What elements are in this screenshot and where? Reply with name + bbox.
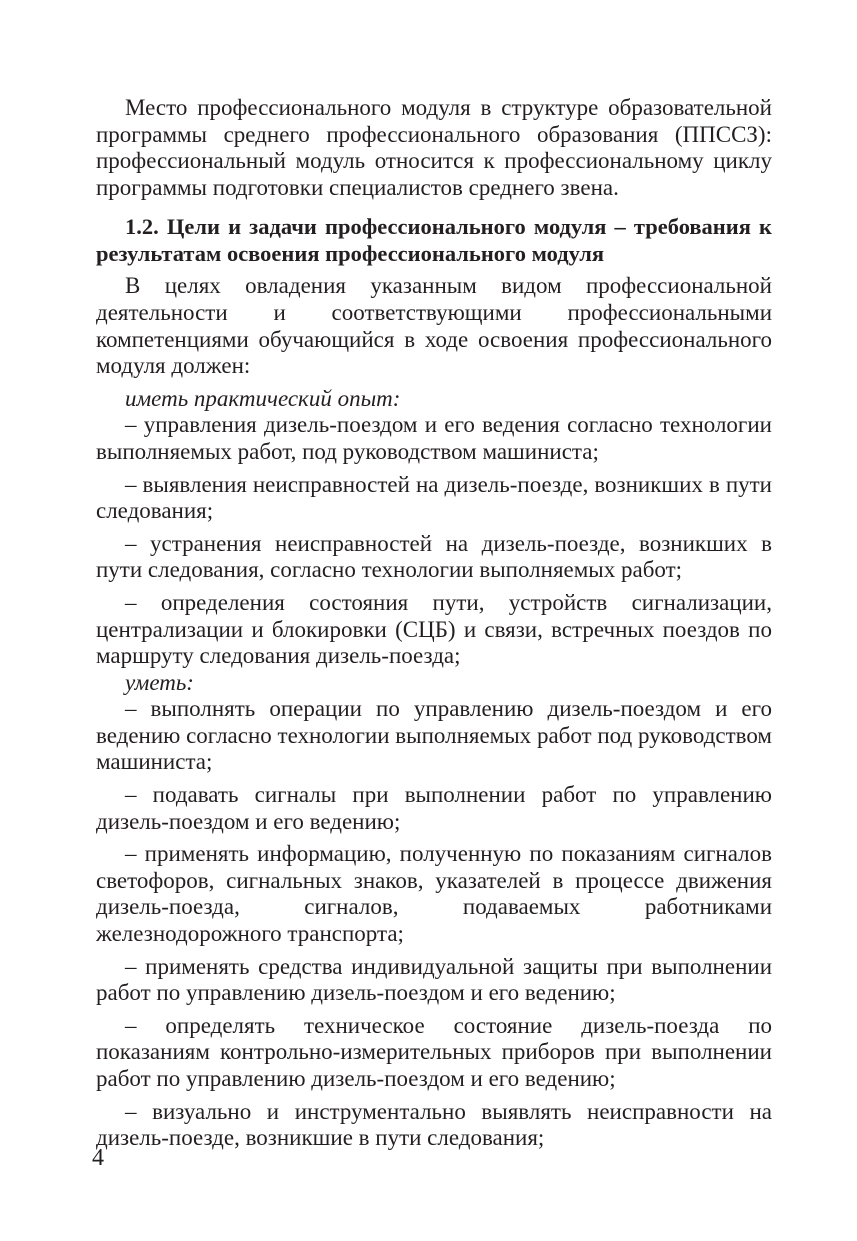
skill-item: – подавать сигналы при выполнении работ по управлению дизель-поездом и его ведению;	[96, 782, 772, 834]
experience-label: иметь практический опыт:	[125, 385, 401, 411]
experience-item: – определения состояния пути, устройств сигнализации, централизации и блокировки (СЦБ) и связи, встречных поездов по маршруту следования дизель-поезда;	[96, 589, 772, 669]
page-number: 4	[92, 1145, 104, 1171]
skills-label: уметь:	[125, 669, 194, 695]
skill-item: – применять информацию, полученную по показаниям сигналов светофоров, сигнальных знаков, указателей в процессе движения дизель-поезда, сигналов, подаваемых работниками железнодорожного транспорта;	[96, 841, 772, 947]
requirements-intro-paragraph: В целях овладения указанным видом профессиональной деятельности и соответствующими профессиональными компетенциями обучающийся в ходе освоения профессионального модуля должен:	[96, 273, 772, 379]
skill-item: – применять средства индивидуальной защиты при выполнении работ по управлению дизель-поездом и его ведению;	[96, 953, 772, 1006]
skill-item: – выполнять операции по управлению дизель-поездом и его ведению согласно технологии выполняемых работ под руководством машиниста;	[96, 696, 772, 775]
experience-item: – устранения неисправностей на дизель-поезде, возникших в пути следования, согласно технологии выполняемых работ;	[96, 530, 772, 583]
section-heading: 1.2. Цели и задачи профессионального модуля – требования к результатам освоения профессионального модуля	[96, 214, 772, 267]
experience-item: – управления дизель-поездом и его ведения согласно технологии выполняемых работ, под руководством машиниста;	[96, 412, 772, 464]
skill-item: – визуально и инструментально выявлять неисправности на дизель-поезде, возникшие в пути следования;	[96, 1098, 772, 1151]
page-body	[96, 95, 772, 1152]
module-place-paragraph: Место профессионального модуля в структуре образовательной программы среднего профессионального образования (ППССЗ): профессиональный модуль относится к профессиональному циклу программы подготовки специалистов среднего звена.	[96, 95, 772, 200]
experience-item: – выявления неисправностей на дизель-поезде, возникших в пути следования;	[96, 471, 772, 524]
skill-item: – определять техническое состояние дизель-поезда по показаниям контрольно-измерительных приборов при выполнении работ по управлению дизель-поездом и его ведению;	[96, 1012, 772, 1091]
